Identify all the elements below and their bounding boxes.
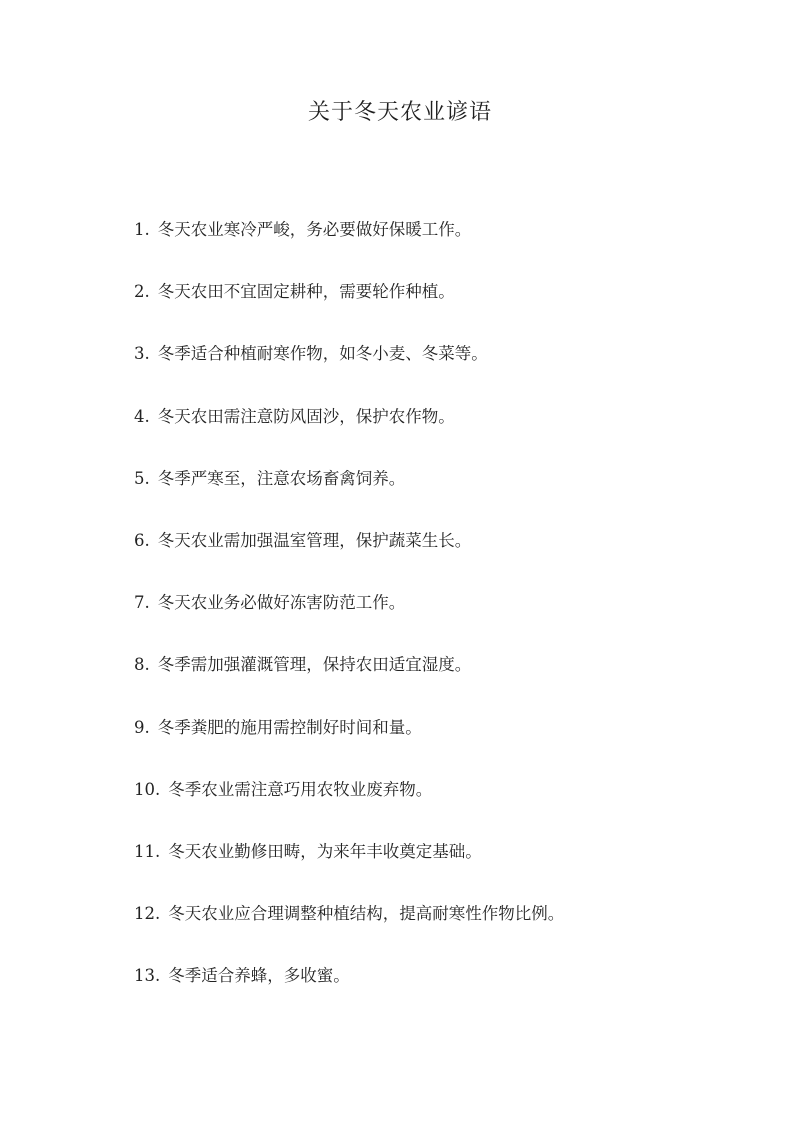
proverb-list: [134, 213, 754, 1021]
item-number: 7.: [134, 593, 150, 613]
item-text: 冬季粪肥的施用需控制好时间和量。: [157, 717, 422, 737]
item-number: 13.: [134, 966, 161, 986]
item-text: 冬天农业应合理调整种植结构，提高耐寒性作物比例。: [168, 904, 565, 924]
item-number: 10.: [134, 779, 161, 799]
list-item: [134, 462, 754, 524]
item-number: 6.: [134, 530, 150, 550]
item-text: 冬季严寒至，注意农场畜禽饲养。: [157, 468, 406, 488]
item-text: 冬天农业需加强温室管理，保护蔬菜生长。: [157, 530, 472, 550]
list-item: [134, 213, 754, 275]
list-item: [134, 524, 754, 586]
list-item: [134, 337, 754, 399]
item-number: 12.: [134, 904, 161, 924]
item-number: 8.: [134, 655, 150, 675]
item-number: 1.: [134, 220, 150, 239]
list-item: [134, 400, 754, 462]
list-item: [134, 897, 754, 959]
list-item: [134, 648, 754, 710]
document-title: 关于冬天农业谚语: [307, 100, 492, 125]
item-text: 冬天农业寒冷严峻，务必要做好保暖工作。: [157, 220, 472, 239]
item-text: 冬天农田需注意防风固沙，保护农作物。: [157, 406, 455, 426]
item-text: 冬天农业勤修田畴，为来年丰收奠定基础。: [168, 841, 482, 861]
list-item: [134, 773, 754, 835]
item-text: 冬季农业需注意巧用农牧业废弃物。: [168, 779, 433, 799]
item-text: 冬季需加强灌溉管理，保持农田适宜湿度。: [157, 655, 472, 675]
item-number: 2.: [134, 282, 150, 302]
item-text: 冬季适合种植耐寒作物，如冬小麦、冬菜等。: [157, 344, 488, 364]
item-number: 9.: [134, 717, 150, 737]
item-text: 冬天农业务必做好冻害防范工作。: [157, 593, 406, 613]
list-item: [134, 586, 754, 648]
list-item: [134, 275, 754, 337]
item-text: 冬天农田不宜固定耕种，需要轮作种植。: [157, 282, 455, 302]
item-number: 5.: [134, 468, 150, 488]
item-number: 3.: [134, 344, 150, 364]
item-number: 11.: [134, 841, 161, 861]
list-item: [134, 711, 754, 773]
item-text: 冬季适合养蜂，多收蜜。: [168, 966, 350, 986]
item-number: 4.: [134, 406, 150, 426]
list-item: [134, 959, 754, 1021]
list-item: [134, 835, 754, 897]
